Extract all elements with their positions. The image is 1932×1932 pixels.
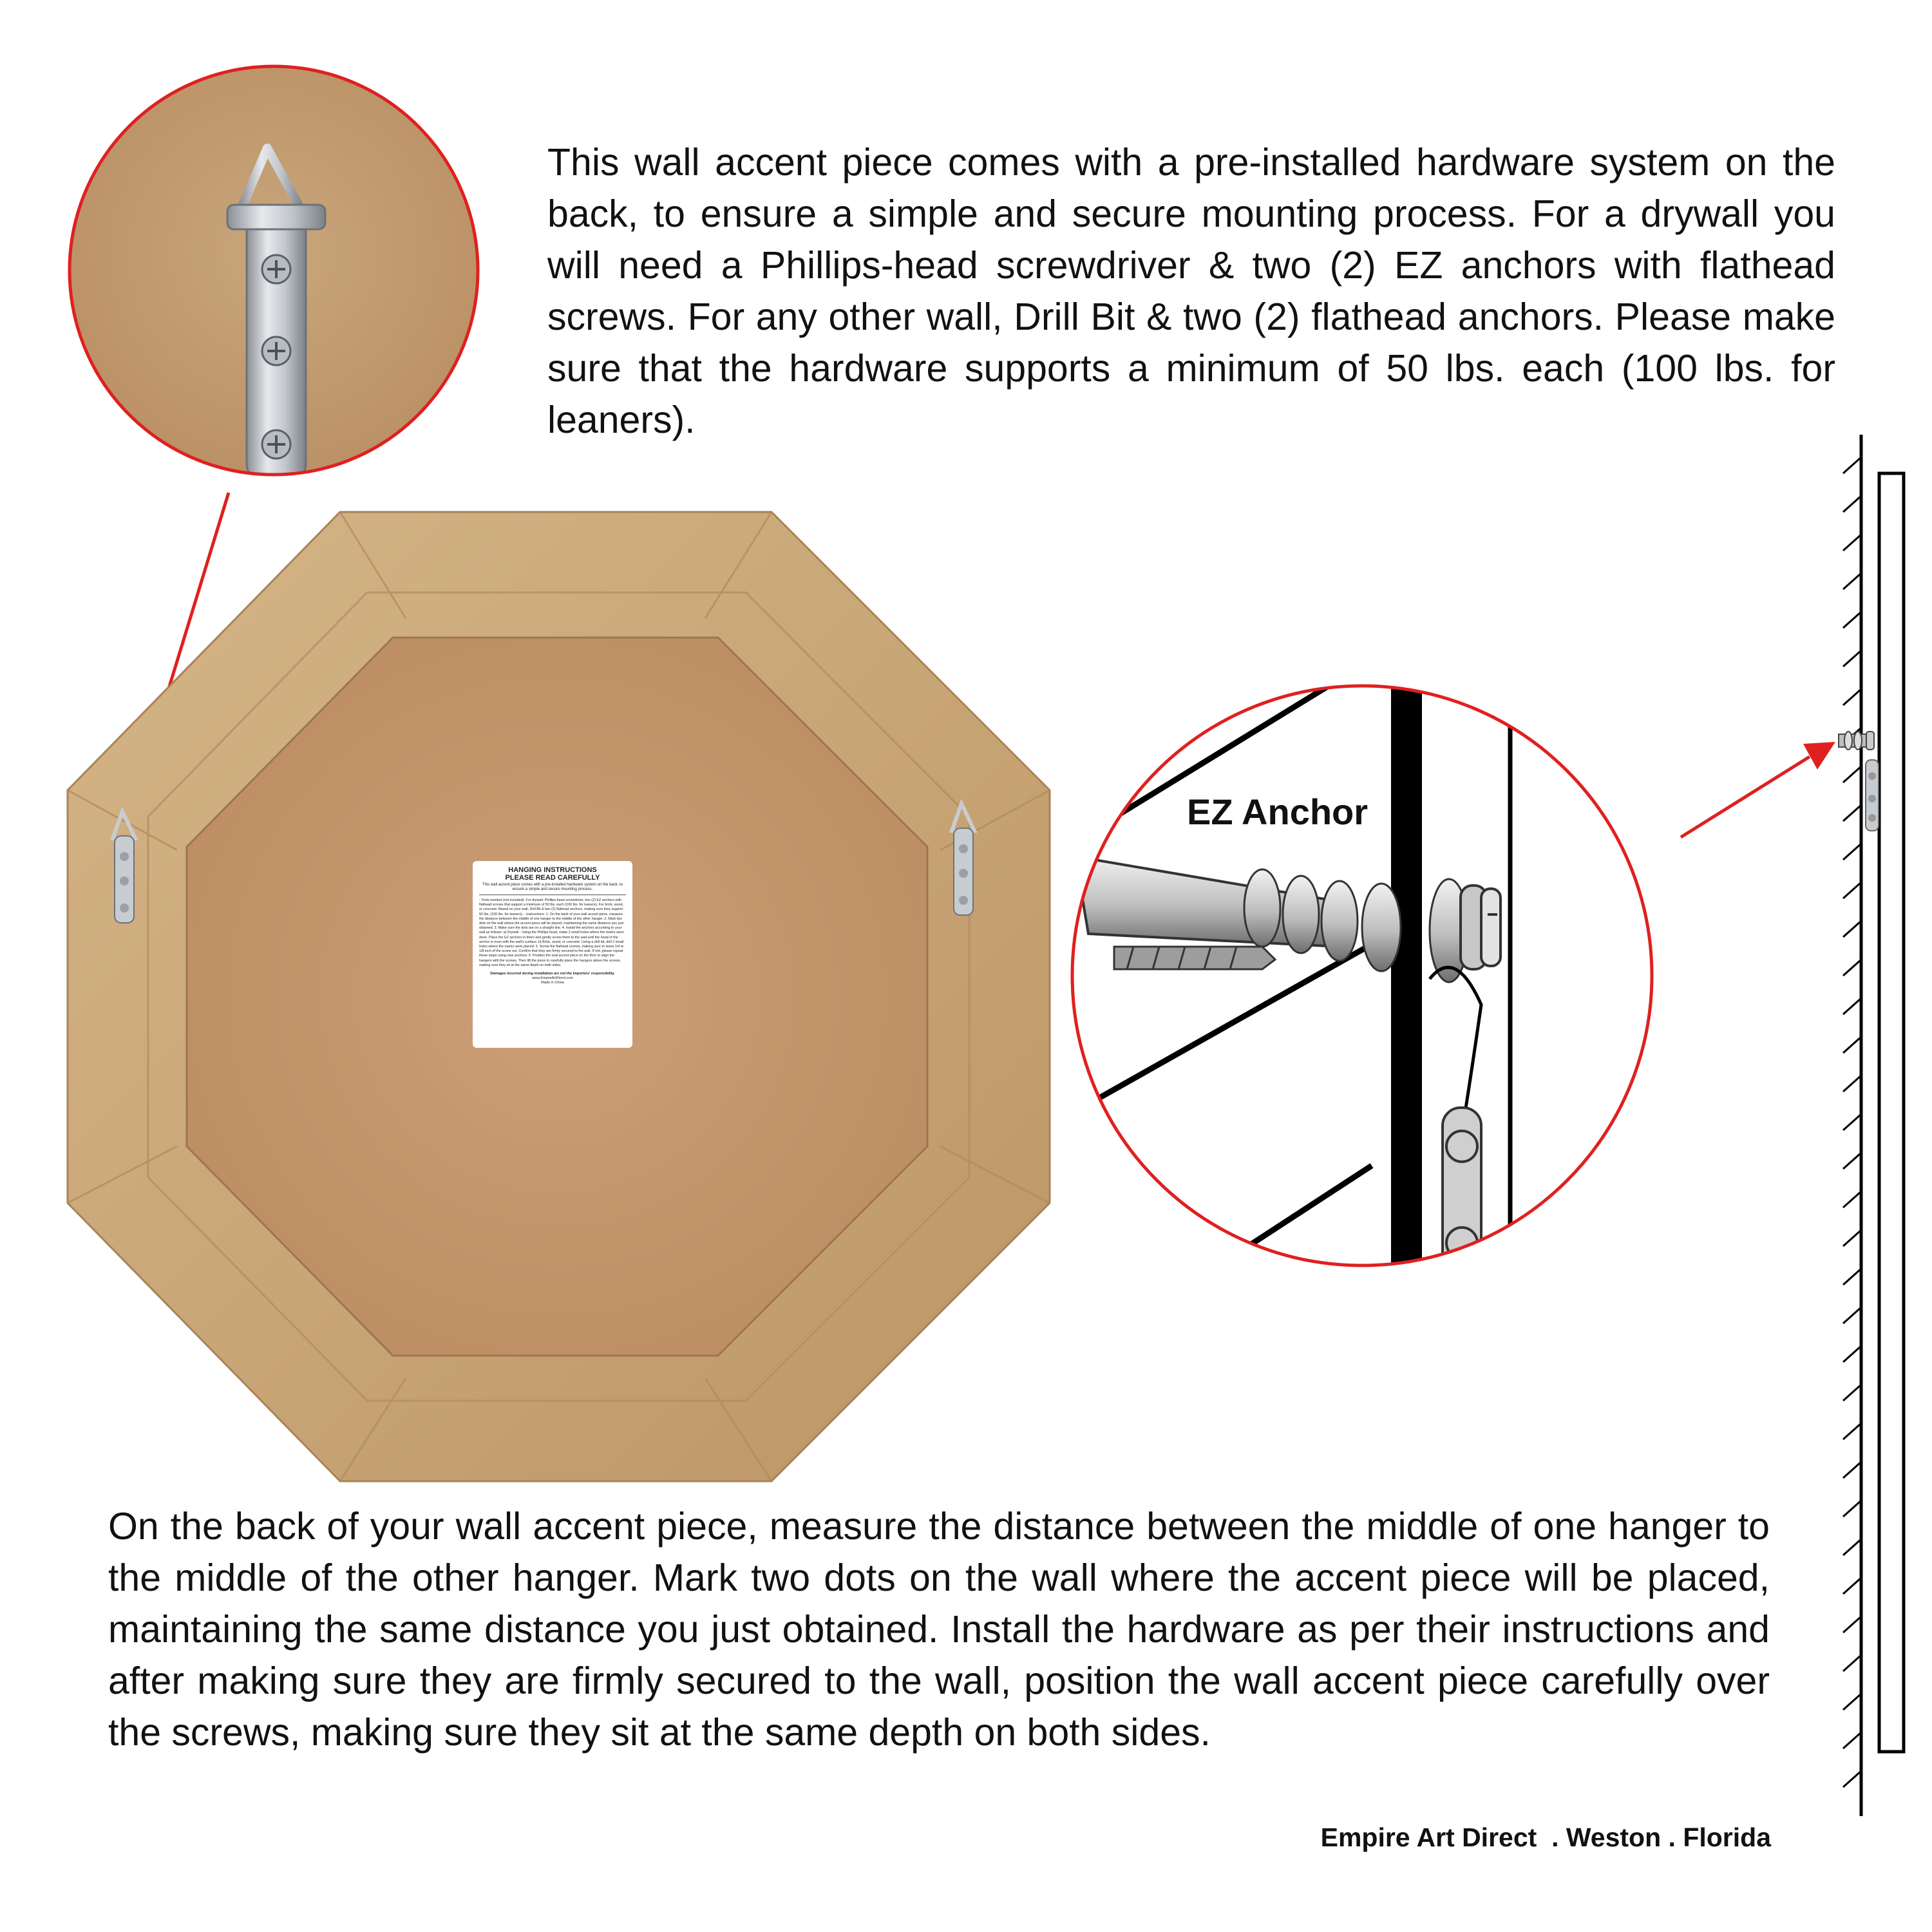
footer-credit: Empire Art Direct . Weston . Florida	[1320, 1823, 1771, 1852]
label-made-in: Made in China	[541, 981, 564, 985]
wall-hatching	[1843, 457, 1861, 1787]
intro-paragraph: This wall accent piece comes with a pre-installed hardware system on the back, to ensure a simple and secure mounting process. For a drywall you will need a Phillips-head screwdriver & two (2) EZ anchors with flathead screws. For any other wall, Drill Bit & two (2) flathead anchors. Please make sure that the hardware supports a minimum of 50 lbs. each (100 lbs. for leaners).	[547, 141, 1835, 441]
ez-anchor-label: EZ Anchor	[1187, 791, 1368, 832]
mounting-instructions-paragraph: On the back of your wall accent piece, measure the distance between the middle of one hanger to the middle of the other hanger. Mark two dots on the wall where the accent piece will be placed, maintaining the same distance you just obtained. Install the hardware as per their instructions and after making sure they are firmly secured to the wall, position the wall accent piece carefully over the screws, making sure they sit at the same depth on both sides.	[108, 1505, 1770, 1754]
label-body: - Tools needed (not included): For drywall: Phillips-head screwdriver, two (2) EZ anchors with flathead screws that support a minimum of 50 lbs. each (100 lbs. for leaners). For brick, wood, or concrete: Based on your wall, Drill Bit & two (2) flathead anchors, making sure they support 50 lbs. (100 lbs. for leaners). - Instructions: 1. On the back of your wall accent piece, measure the distance between the middle of one hanger to the middle of the other hanger. 2. Mark two dots on the wall where the accent piece will be placed, maintaining the same distance you just obtained. 3. Make sure the dots are on a straight line. 4. Install the anchors according to your wall as follows: a) Drywall - Using the Phillips head, make 2 small holes where the marks were done. Place the EZ anchors in them and gently screw them to the wall until the head of the anchor is even with the wall's surface. b) Brick, wood, or concrete: Using a drill bit, drill 2 small holes where the marks were placed. 5. Screw the flathead screws, making sure to leave 1/4 to 1/8 inch of the screw out. Confirm that they are firmly secured to the wall. If not, please repeat these steps using new anchors. 6. Position the wall accent piece on the floor to align the hangers with the screws. Then lift the piece to carefully place the hangers above the screws, making sure they sit at the same depth on both sides.	[479, 898, 624, 967]
side-hanger	[1866, 760, 1879, 831]
ez-anchor-closeup-illustration	[1069, 644, 1713, 1327]
label-disclaimer: Damages incurred during installation are not the importers' responsibility.	[490, 972, 615, 976]
label-url: www.EmpireArtDirect.com	[532, 976, 573, 981]
accent-piece-profile	[1879, 473, 1904, 1752]
label-title-line2: PLEASE READ CAREFULLY	[505, 874, 600, 882]
label-title-line1: HANGING INSTRUCTIONS	[508, 866, 597, 874]
label-subtitle: This wall accent piece comes with a pre-installed hardware system on the back, to ensure a simple and secure mounting process.	[482, 883, 623, 891]
hanging-instructions-label	[473, 861, 632, 1048]
side-screw	[1839, 732, 1874, 750]
